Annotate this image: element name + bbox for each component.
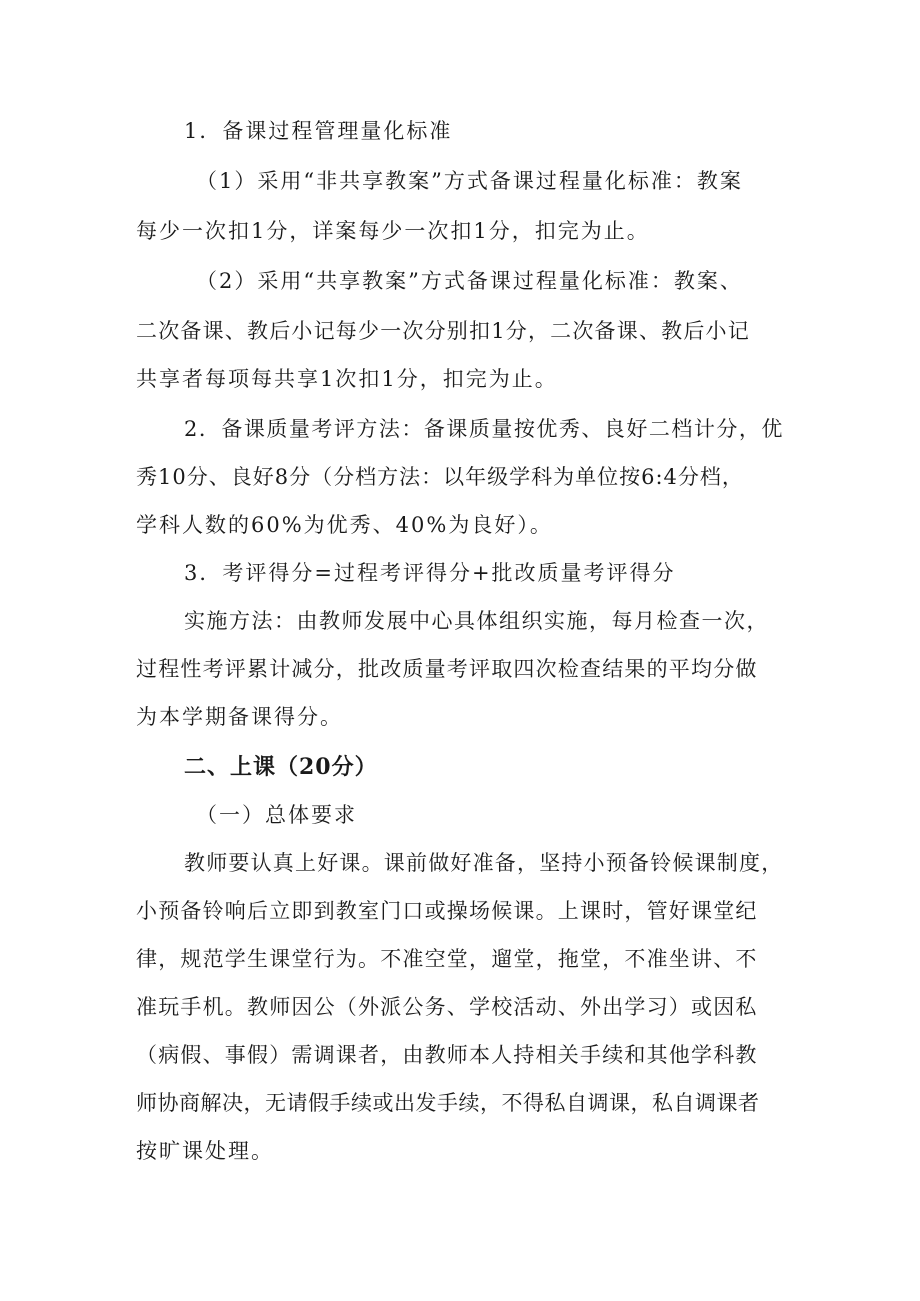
paragraph-line: 学科人数的60%为优秀、40%为良好）。 <box>136 513 553 537</box>
subsection-heading: （一）总体要求 <box>196 803 357 827</box>
paragraph-line: 准玩手机。教师因公（外派公务、学校活动、外出学习）或因私 <box>136 995 758 1019</box>
section-item-1: 1．备课过程管理量化标准 <box>184 119 453 143</box>
paragraph-line: 律，规范学生课堂行为。不准空堂，遛堂，拖堂，不准坐讲、不 <box>136 947 758 971</box>
section-item-3: 3．考评得分=过程考评得分+批改质量考评得分 <box>184 561 676 585</box>
paragraph-line: （病假、事假）需调课者，由教师本人持相关手续和其他学科教 <box>136 1043 758 1067</box>
paragraph-line: 共享者每项每共享1次扣1分，扣完为止。 <box>136 367 558 391</box>
paragraph-line: 二次备课、教后小记每少一次分别扣1分，二次备课、教后小记 <box>136 319 750 343</box>
section-item-2: 2．备课质量考评方法：备课质量按优秀、良好二档计分，优 <box>184 417 784 441</box>
paragraph-line: 小预备铃响后立即到教室门口或操场候课。上课时，管好课堂纪 <box>136 899 758 923</box>
paragraph-line: 秀10分、良好8分（分档方法：以年级学科为单位按6:4分档， <box>136 465 744 489</box>
paragraph-line: 过程性考评累计减分，批改质量考评取四次检查结果的平均分做 <box>136 657 758 681</box>
section-heading: 二、上课（20分） <box>184 754 378 780</box>
paragraph-line: 每少一次扣1分，详案每少一次扣1分，扣完为止。 <box>136 219 650 243</box>
paragraph-line: （2）采用“共享教案”方式备课过程量化标准：教案、 <box>196 269 743 293</box>
paragraph-line: 师协商解决，无请假手续或出发手续，不得私自调课，私自调课者 <box>136 1091 760 1115</box>
paragraph-line: 按旷课处理。 <box>136 1139 274 1163</box>
paragraph-line: （1）采用“非共享教案”方式备课过程量化标准：教案 <box>196 169 743 193</box>
paragraph-line: 实施方法：由教师发展中心具体组织实施，每月检查一次， <box>184 609 769 633</box>
paragraph-line: 为本学期备课得分。 <box>136 705 343 729</box>
paragraph-line: 教师要认真上好课。课前做好准备，坚持小预备铃候课制度， <box>184 851 784 875</box>
